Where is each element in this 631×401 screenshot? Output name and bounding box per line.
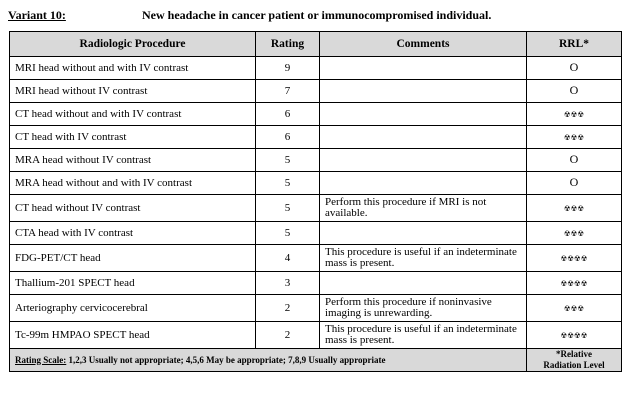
radiation-symbol-icon: ☢☢☢☢: [560, 278, 588, 288]
rating-cell: 5: [256, 149, 320, 172]
rating-cell: 6: [256, 103, 320, 126]
no-radiation-icon: O: [569, 152, 579, 166]
table-row: [10, 126, 622, 149]
rrl-cell: [527, 149, 622, 172]
rrl-cell: [527, 103, 622, 126]
comments-cell: [320, 57, 527, 80]
rating-cell: 2: [256, 295, 320, 322]
radiation-symbol-icon: ☢☢☢: [563, 303, 585, 313]
rating-cell: 4: [256, 245, 320, 272]
table-row: [10, 222, 622, 245]
comments-cell: This procedure is useful if an indeterminate mass is present.: [320, 322, 527, 349]
table-header-row: [10, 32, 622, 57]
variant-heading: [8, 8, 623, 24]
rating-cell: 5: [256, 195, 320, 222]
rating-cell: 2: [256, 322, 320, 349]
rating-cell: 3: [256, 272, 320, 295]
rrl-cell: [527, 295, 622, 322]
rrl-note-line1: *Relative: [556, 349, 592, 359]
table-row: [10, 272, 622, 295]
no-radiation-icon: O: [569, 60, 579, 74]
procedure-table: [9, 31, 622, 372]
rrl-cell: [527, 126, 622, 149]
rating-scale-label: Rating Scale:: [15, 354, 67, 365]
comments-cell: [320, 103, 527, 126]
procedure-cell: CT head with IV contrast: [10, 126, 256, 149]
comments-cell: [320, 172, 527, 195]
rrl-cell: [527, 172, 622, 195]
procedure-cell: CT head without IV contrast: [10, 195, 256, 222]
comments-cell: This procedure is useful if an indeterminate mass is present.: [320, 245, 527, 272]
comments-cell: [320, 222, 527, 245]
radiation-symbol-icon: ☢☢☢: [563, 203, 585, 213]
radiation-symbol-icon: ☢☢☢☢: [560, 253, 588, 263]
table-body: [10, 57, 622, 349]
rrl-cell: [527, 272, 622, 295]
rrl-cell: [527, 195, 622, 222]
rating-scale: [10, 349, 527, 372]
variant-description: New headache in cancer patient or immunocompromised individual.: [142, 8, 492, 22]
no-radiation-icon: O: [569, 175, 579, 189]
table-row: [10, 149, 622, 172]
comments-cell: [320, 149, 527, 172]
no-radiation-icon: O: [569, 83, 579, 97]
table-row: [10, 245, 622, 272]
procedure-cell: Arteriography cervicocerebral: [10, 295, 256, 322]
rrl-note-line2: Radiation Level: [543, 360, 605, 370]
table-row: [10, 322, 622, 349]
table-row: [10, 295, 622, 322]
procedure-cell: Tc-99m HMPAO SPECT head: [10, 322, 256, 349]
radiation-symbol-icon: ☢☢☢: [563, 109, 585, 119]
procedure-cell: CT head without and with IV contrast: [10, 103, 256, 126]
rrl-cell: [527, 322, 622, 349]
header-procedure: Radiologic Procedure: [10, 32, 256, 57]
rrl-cell: [527, 222, 622, 245]
procedure-cell: CTA head with IV contrast: [10, 222, 256, 245]
table-row: [10, 57, 622, 80]
rrl-note: [527, 349, 622, 372]
procedure-cell: MRA head without IV contrast: [10, 149, 256, 172]
procedure-cell: MRA head without and with IV contrast: [10, 172, 256, 195]
comments-cell: Perform this procedure if noninvasive imaging is unrewarding.: [320, 295, 527, 322]
header-comments: Comments: [320, 32, 527, 57]
rating-scale-text: 1,2,3 Usually not appropriate; 4,5,6 May be appropriate; 7,8,9 Usually appropriate: [66, 354, 386, 365]
rating-cell: 7: [256, 80, 320, 103]
rrl-cell: [527, 80, 622, 103]
procedure-cell: MRI head without and with IV contrast: [10, 57, 256, 80]
comments-cell: [320, 126, 527, 149]
procedure-cell: FDG-PET/CT head: [10, 245, 256, 272]
rrl-cell: [527, 57, 622, 80]
header-rrl: RRL*: [527, 32, 622, 57]
radiation-symbol-icon: ☢☢☢: [563, 228, 585, 238]
table-row: [10, 103, 622, 126]
comments-cell: [320, 272, 527, 295]
table-row: [10, 80, 622, 103]
radiation-symbol-icon: ☢☢☢: [563, 132, 585, 142]
rating-cell: 9: [256, 57, 320, 80]
comments-cell: Perform this procedure if MRI is not available.: [320, 195, 527, 222]
comments-cell: [320, 80, 527, 103]
radiation-symbol-icon: ☢☢☢☢: [560, 330, 588, 340]
rating-cell: 5: [256, 172, 320, 195]
table-footer-row: [10, 349, 622, 372]
header-rating: Rating: [256, 32, 320, 57]
table-row: [10, 195, 622, 222]
rrl-cell: [527, 245, 622, 272]
procedure-cell: MRI head without IV contrast: [10, 80, 256, 103]
procedure-cell: Thallium-201 SPECT head: [10, 272, 256, 295]
rating-cell: 6: [256, 126, 320, 149]
table-row: [10, 172, 622, 195]
variant-label: Variant 10:: [8, 8, 66, 22]
rating-cell: 5: [256, 222, 320, 245]
